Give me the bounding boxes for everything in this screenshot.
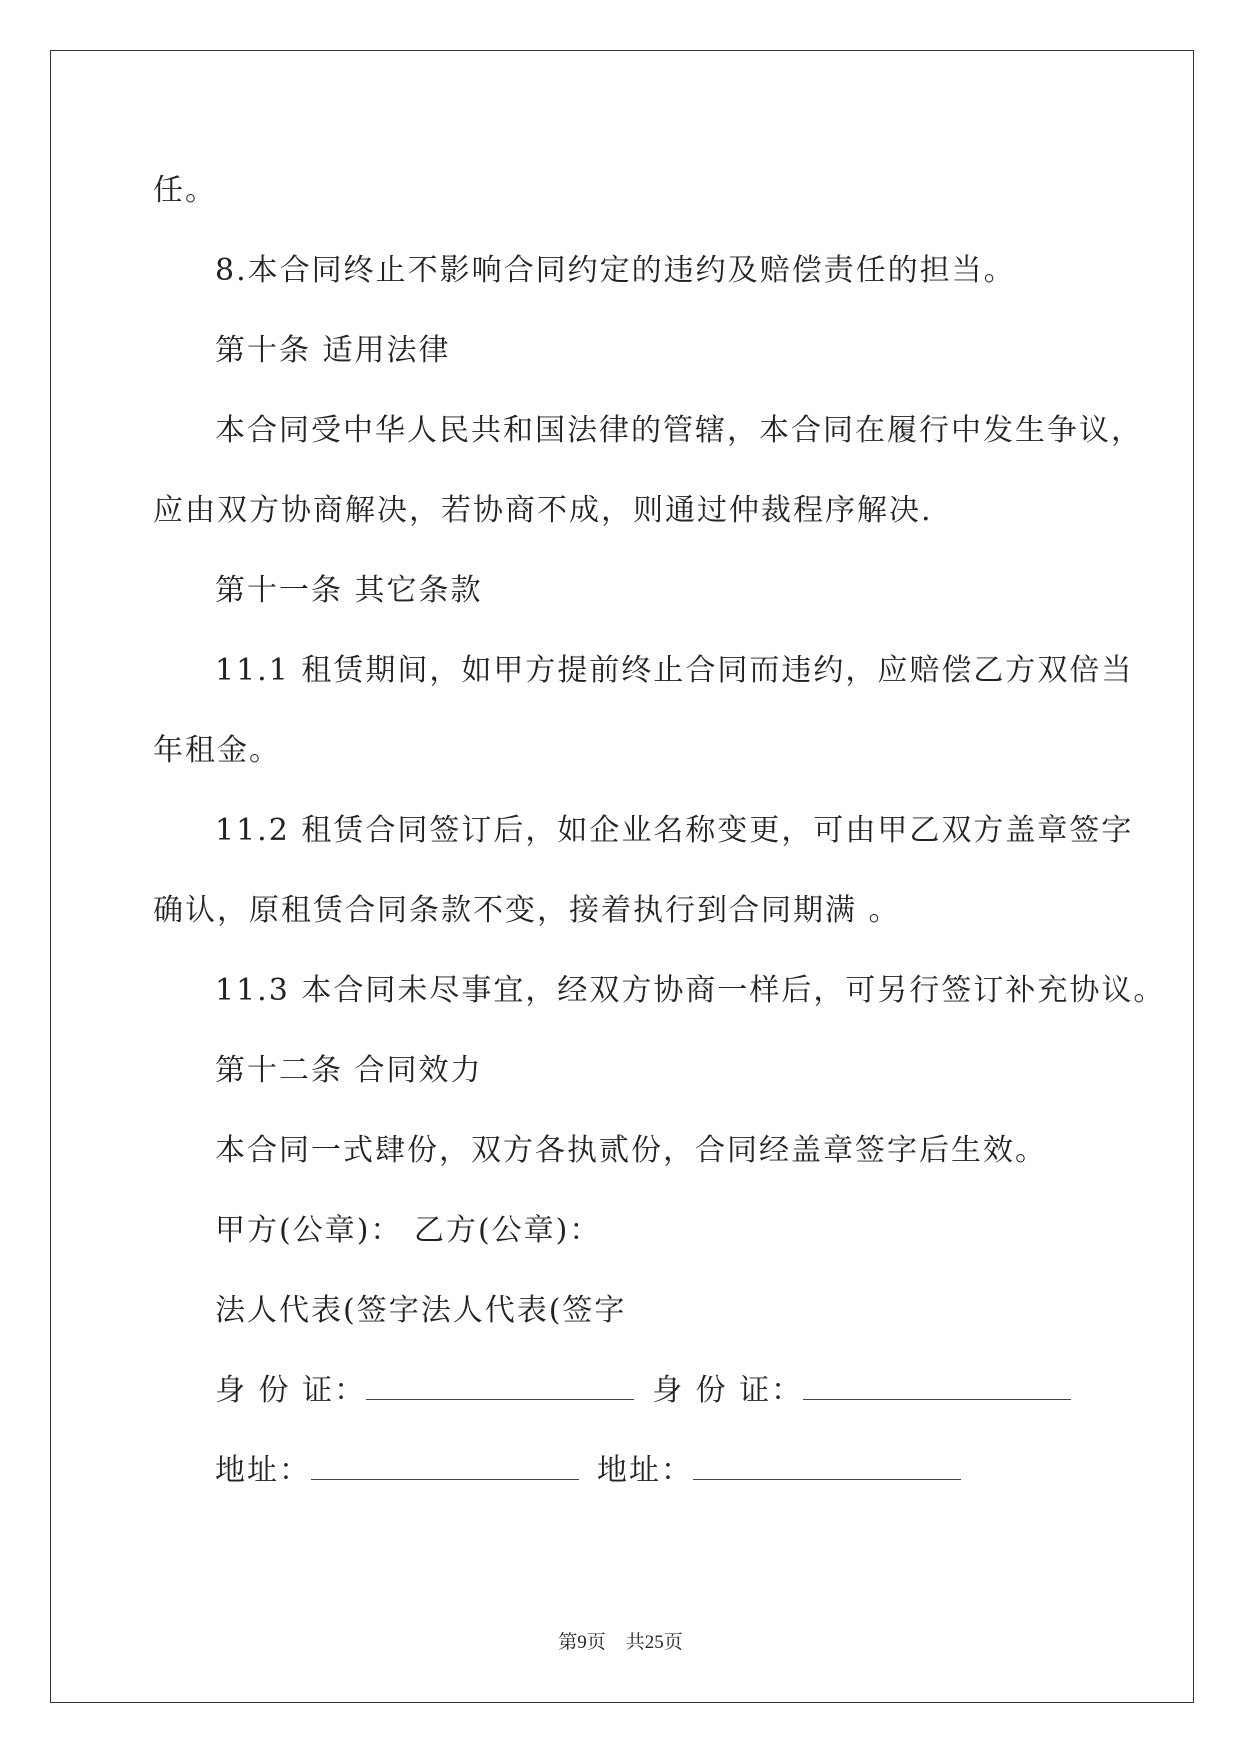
section-heading: 第十条 适用法律: [215, 333, 451, 368]
text-line: 8.本合同终止不影响合同约定的违约及赔偿责任的担当。: [215, 253, 1016, 288]
id-label-right: 身 份 证：: [652, 1373, 804, 1408]
signature-party-line: 甲方(公章)： 乙方(公章)：: [215, 1213, 602, 1248]
address-row: [215, 1453, 979, 1489]
text-line: 年租金。: [153, 733, 281, 768]
address-label-left: 地址：: [215, 1453, 311, 1488]
id-label-left: 身 份 证：: [215, 1373, 367, 1408]
id-blank-left: [366, 1375, 634, 1400]
id-blank-right: [803, 1375, 1071, 1400]
section-heading: 第十一条 其它条款: [215, 573, 483, 608]
page-footer: [0, 1631, 1241, 1655]
footer-total-pages: 25: [644, 1632, 664, 1653]
footer-page-prefix: 第: [558, 1632, 578, 1653]
footer-total-prefix: 共: [625, 1632, 645, 1653]
address-label-right: 地址：: [597, 1453, 693, 1488]
footer-page-number: 9: [577, 1632, 587, 1653]
text-line: 本合同一式肆份，双方各执贰份，合同经盖章签字后生效。: [215, 1133, 1047, 1168]
footer-page-suffix: 页: [586, 1632, 606, 1653]
address-blank-left: [311, 1455, 579, 1480]
text-line: 任。: [153, 173, 217, 208]
text-line: 11.3 本合同未尽事宜，经双方协商一样后，可另行签订补充协议。: [215, 973, 1166, 1008]
section-heading: 第十二条 合同效力: [215, 1053, 483, 1088]
id-number-row: [215, 1373, 1089, 1409]
text-line: 应由双方协商解决，若协商不成，则通过仲裁程序解决.: [153, 493, 933, 528]
signature-rep-line: 法人代表(签字法人代表(签字: [215, 1293, 627, 1328]
text-line: 11.1 租赁期间，如甲方提前终止合同而违约，应赔偿乙方双倍当: [215, 653, 1134, 688]
text-line: 确认，原租赁合同条款不变，接着执行到合同期满 。: [153, 893, 901, 928]
text-line: 本合同受中华人民共和国法律的管辖，本合同在履行中发生争议，: [215, 413, 1143, 448]
footer-total-suffix: 页: [663, 1632, 683, 1653]
text-line: 11.2 租赁合同签订后，如企业名称变更，可由甲乙双方盖章签字: [215, 813, 1134, 848]
address-blank-right: [693, 1455, 961, 1480]
